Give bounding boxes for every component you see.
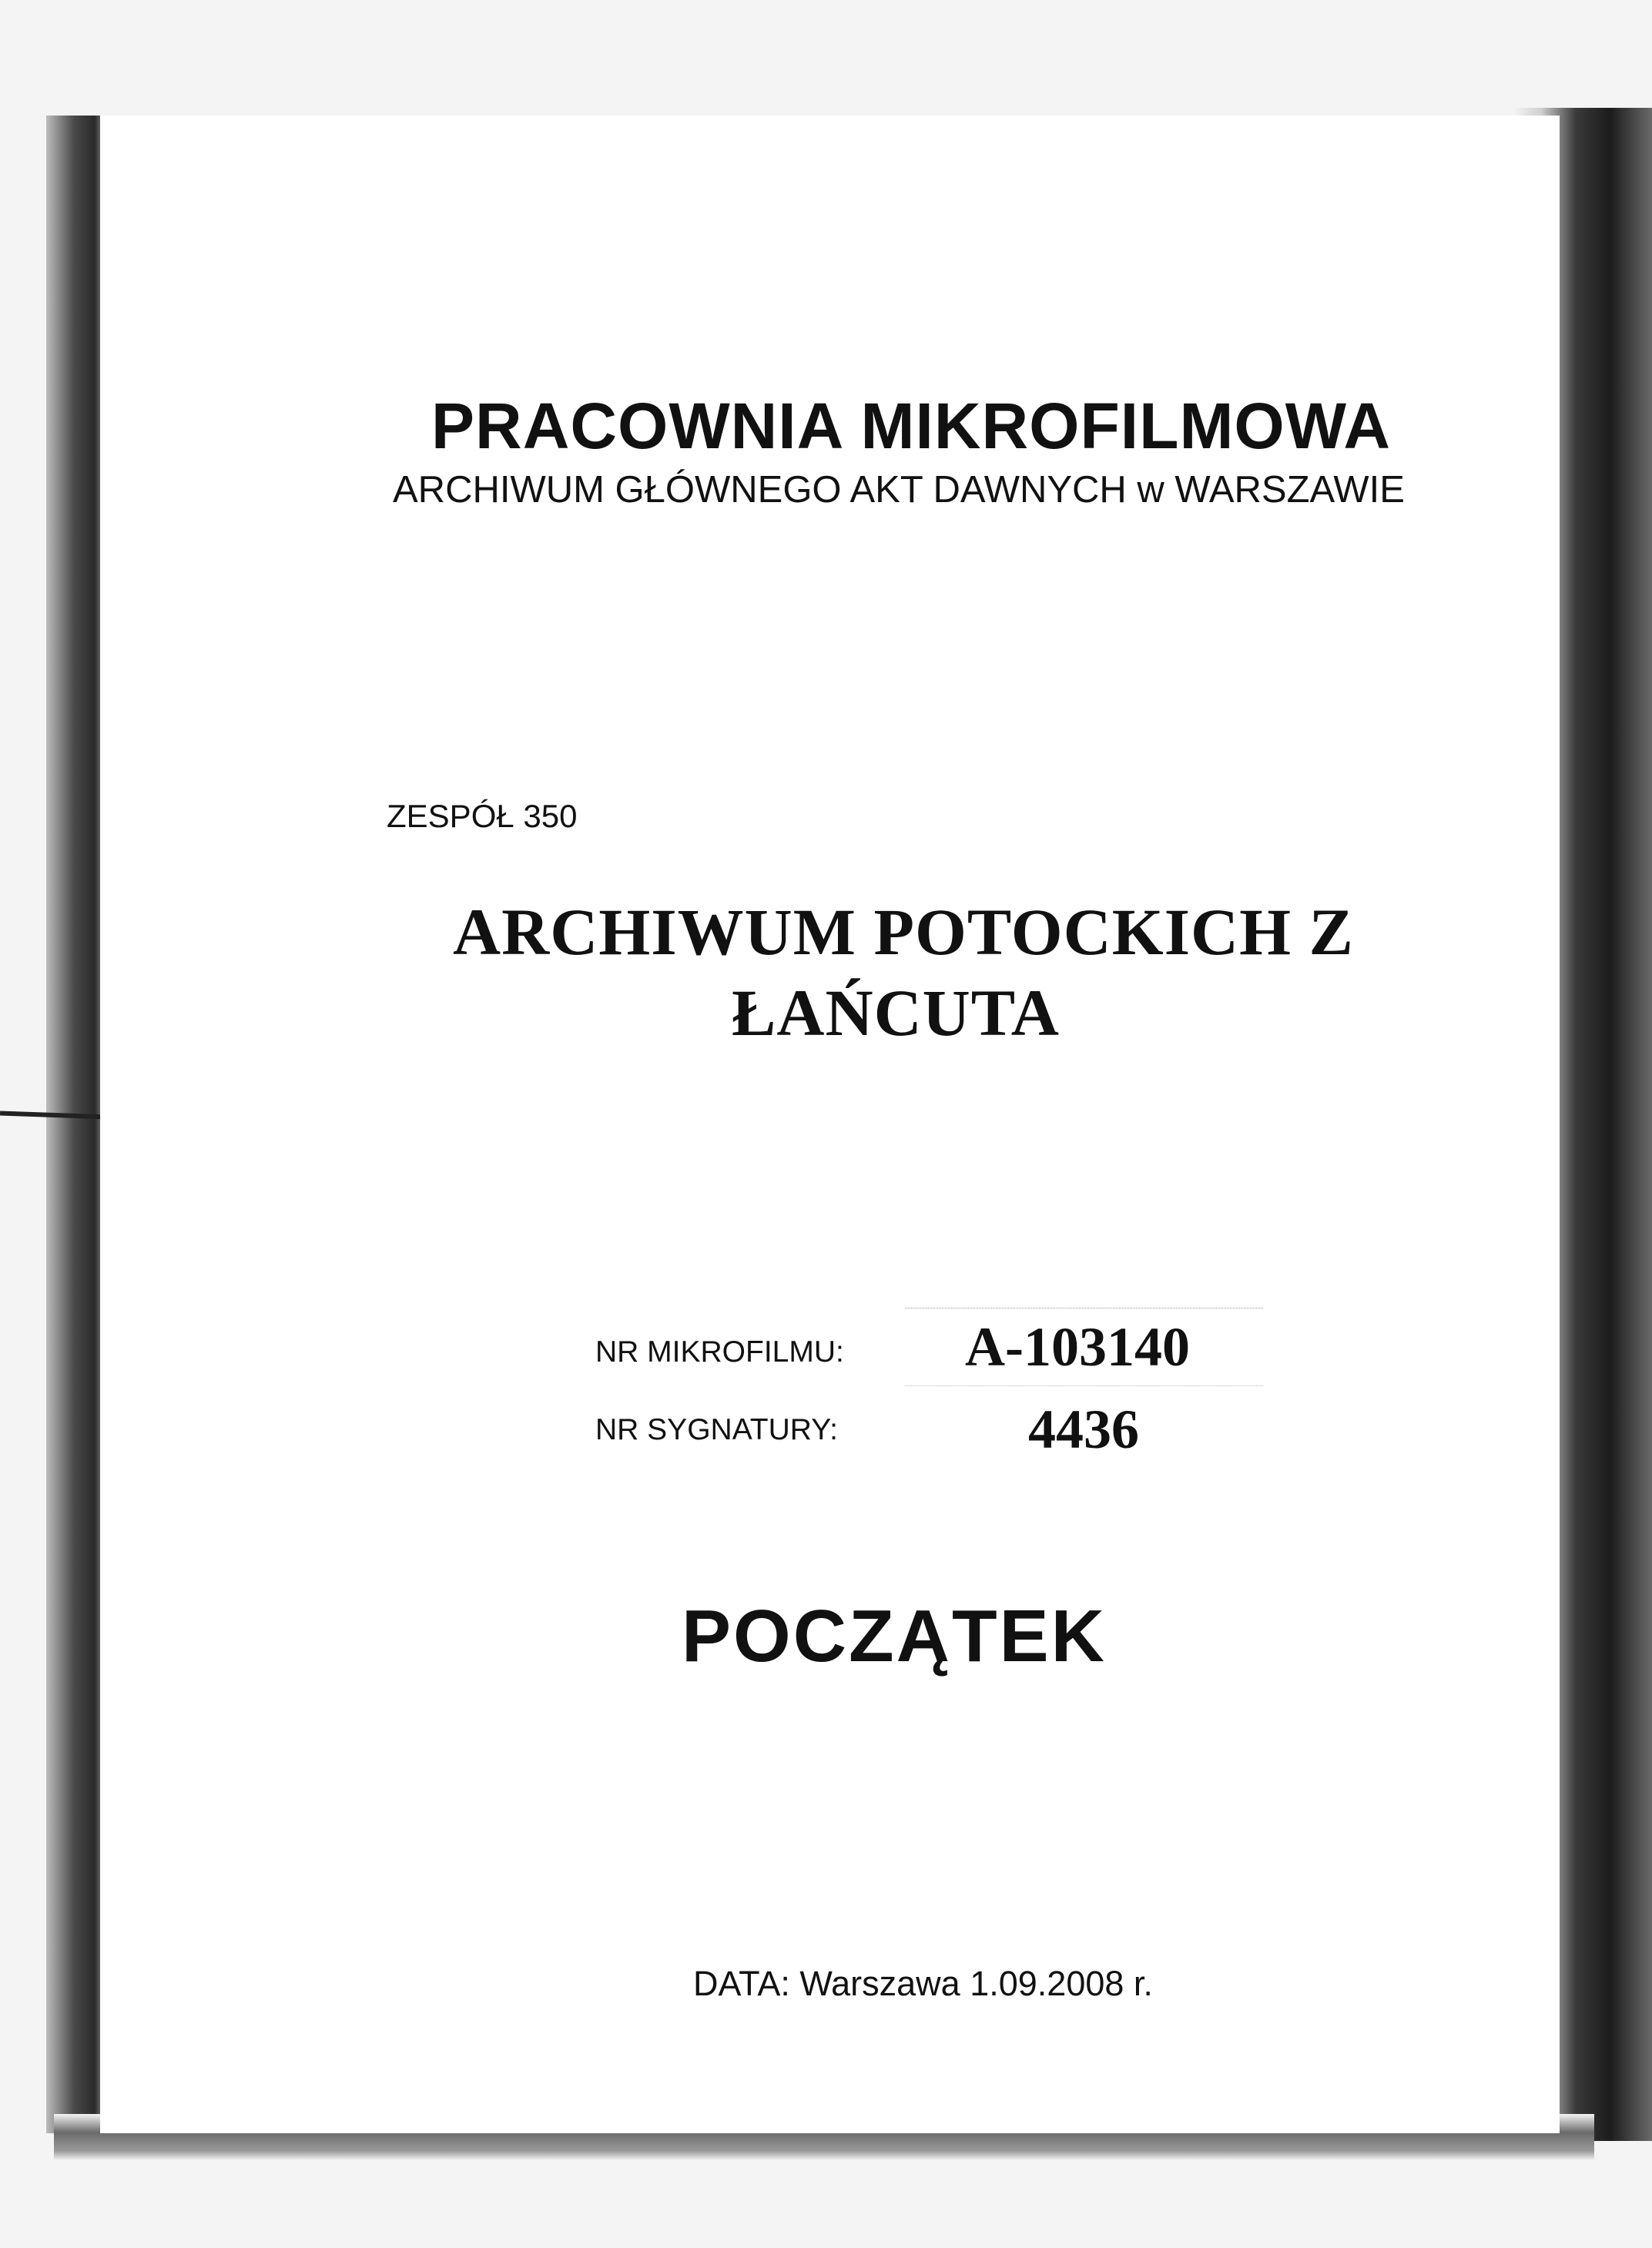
signature-number-value: 4436	[1028, 1399, 1139, 1460]
microfilm-number-value: A-103140	[965, 1316, 1190, 1378]
fonds-name-line2: ŁAŃCUTA	[732, 976, 1060, 1050]
date-line: DATA: Warszawa 1.09.2008 r.	[693, 1964, 1153, 2003]
fonds-name-line1: ARCHIWUM POTOCKICH Z	[453, 895, 1354, 969]
signature-number-label: NR SYGNATURY:	[595, 1413, 838, 1446]
archive-subtitle: ARCHIWUM GŁÓWNEGO AKT DAWNYCH w WARSZAWIE	[393, 469, 1405, 511]
begin-marker: POCZĄTEK	[682, 1595, 1107, 1677]
fonds-number: ZESPÓŁ 350	[387, 798, 578, 834]
lab-title: PRACOWNIA MIKROFILMOWA	[431, 390, 1392, 462]
microfilm-number-label: NR MIKROFILMU:	[595, 1335, 844, 1369]
title-sheet	[100, 116, 1560, 2133]
